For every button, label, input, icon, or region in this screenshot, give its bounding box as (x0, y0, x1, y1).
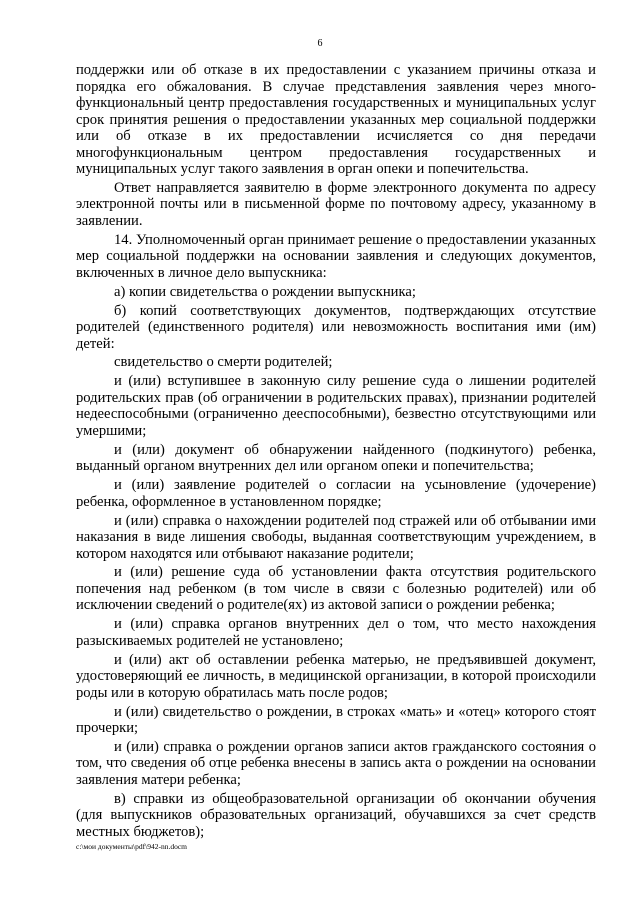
paragraph: и (или) заявление родителей о согласии на усыновление (удочерение) ребенка, оформленное в установленном порядке; (76, 477, 596, 510)
paragraph: 14. Уполномоченный орган принимает решение о предоставлении указанных мер социальной поддержки на основании заявления и следующих документов, включенных в личное дело выпускника: (76, 231, 596, 281)
paragraph: б) копий соответствующих документов, подтверждающих отсутствие родителей (единственного родителя) или невозможность воспитания ими (им) детей: (76, 302, 596, 352)
paragraph: и (или) решение суда об установлении факта отсутствия родительского попечения над ребенком (в том числе в связи с болезнью родителей) или об исключении сведений о родителе(ях) из актовой записи о рождении ребенка; (76, 564, 596, 614)
page-number: 6 (317, 38, 323, 49)
paragraph: и (или) вступившее в законную силу решение суда о лишении родителей родительских прав (об ограничении в родительских правах), признании родителей недееспособными (ограниченно дееспособными), безвестно отсутствующими или умершими; (76, 373, 596, 439)
paragraph: поддержки или об отказе в их предоставлении с указанием причины отказа и порядка его обжалования. В случае представления заявления через много-функциональный центр предоставления государственных и муниципальных услуг срок принятия решения о предоставлении указанных мер социальной поддержки или об отказе в их предоставлении исчисляется со дня передачи многофункциональным центром предоставления государственных и муниципальных услуг такого заявления в орган опеки и попечительства. (76, 62, 596, 177)
paragraph: и (или) акт об оставлении ребенка матерью, не предъявившей документ, удостоверяющий ее личность, в медицинской организации, в которой происходили роды или в которую обратилась мать после родов; (76, 651, 596, 701)
footer-file-path: c:\мои документы\pdf\942-nn.docm (76, 842, 187, 851)
paragraph: и (или) справка органов внутренних дел о том, что место нахождения разыскиваемых родителей не установлено; (76, 616, 596, 649)
paragraph: а) копии свидетельства о рождении выпускника; (114, 283, 416, 300)
paragraph: Ответ направляется заявителю в форме электронного документа по адресу электронной почты или в письменной форме по почтовому адресу, указанному в заявлении. (76, 179, 596, 229)
paragraph: и (или) свидетельство о рождении, в строках «мать» и «отец» которого стоят прочерки; (76, 703, 596, 737)
paragraph: свидетельство о смерти родителей; (114, 354, 333, 371)
paragraph: и (или) справка о рождении органов записи актов гражданского состояния о том, что сведения об отце ребенка внесены в запись акта о рождении на основании заявления матери ребенка; (76, 738, 596, 788)
paragraph: и (или) документ об обнаружении найденного (подкинутого) ребенка, выданный органом внутренних дел или органом опеки и попечительства; (76, 441, 596, 475)
paragraph: в) справки из общеобразовательной организации об окончании обучения (для выпускников образовательных организаций, обучавшихся за счет средств местных бюджетов); (76, 790, 596, 840)
paragraph: и (или) справка о нахождении родителей под стражей или об отбывании ими наказания в виде лишения свободы, выданная соответствующим учреждением, в котором находятся или отбывают наказание родители; (76, 512, 596, 562)
document-body (76, 62, 596, 843)
